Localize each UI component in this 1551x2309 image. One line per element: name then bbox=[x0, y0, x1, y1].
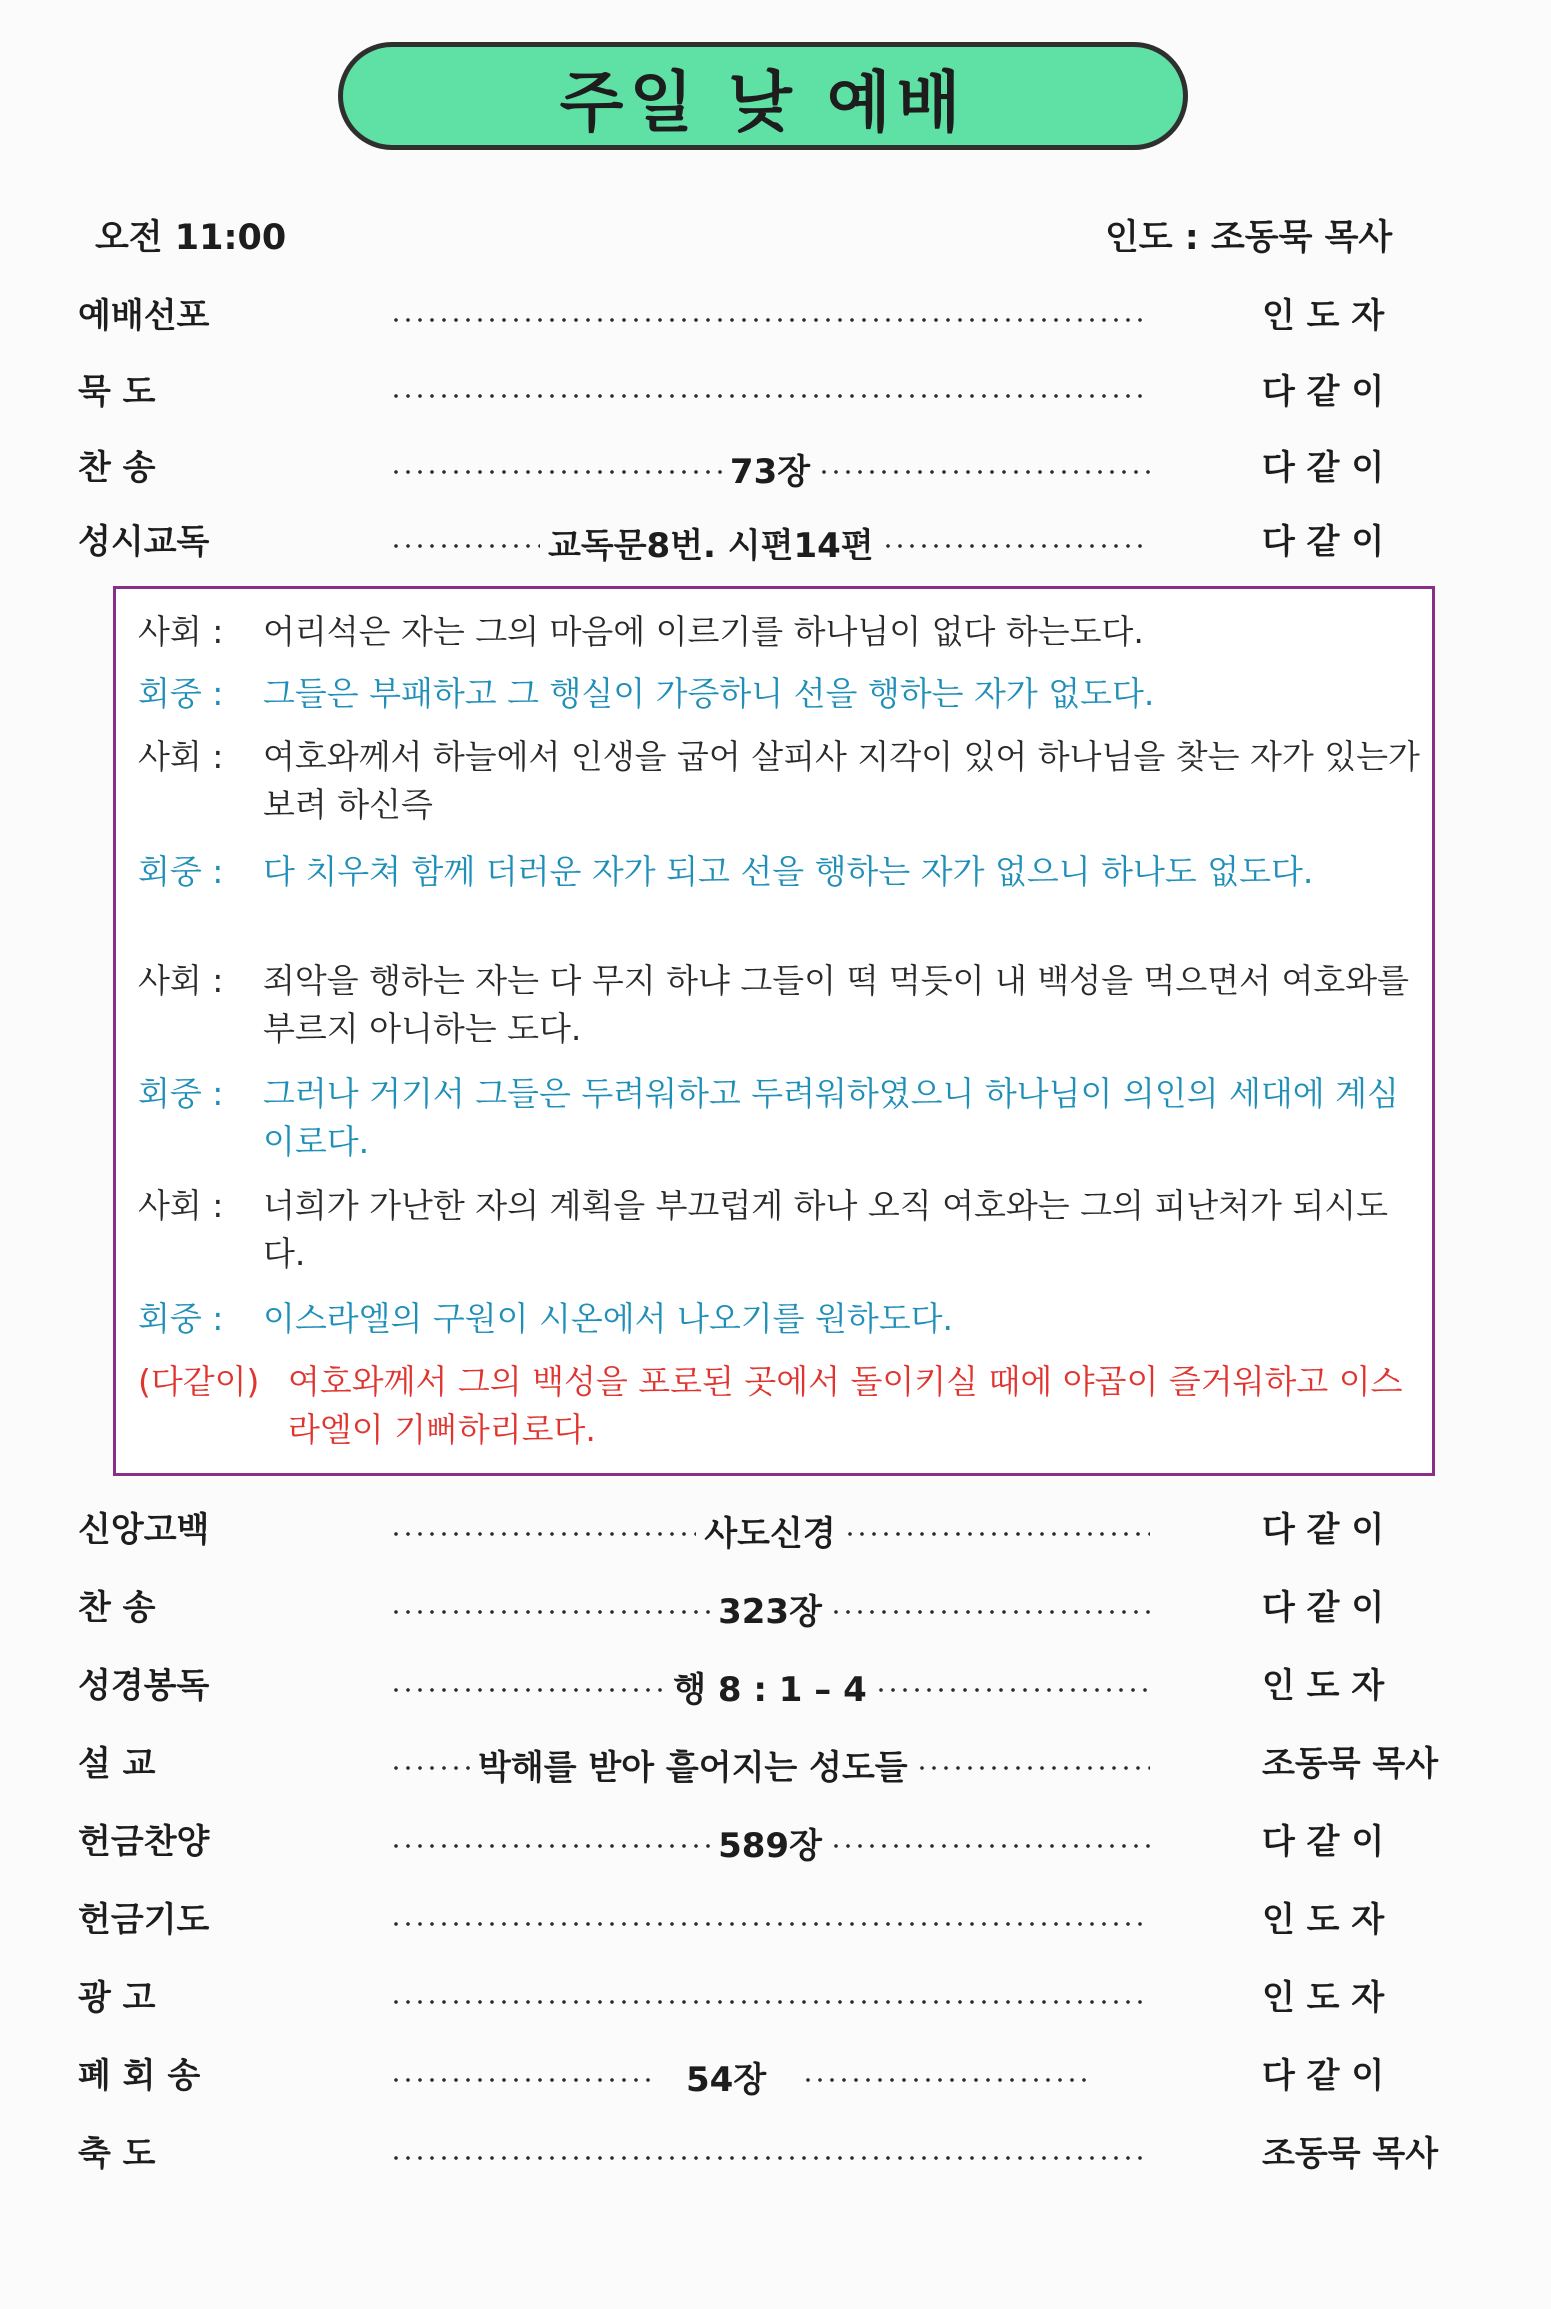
order-middle bbox=[390, 1812, 1150, 1872]
order-row bbox=[0, 1656, 1551, 1716]
order-middle bbox=[390, 1500, 1150, 1560]
reading-line-leader bbox=[138, 957, 1423, 1053]
service-time: 오전 11:00 bbox=[95, 218, 287, 258]
order-right bbox=[1262, 1500, 1452, 1560]
order-right-text: 조동묵 목사 bbox=[1262, 2134, 1439, 2174]
order-content: 박해를 받아 흩어지는 성도들 bbox=[478, 1747, 908, 1788]
order-middle bbox=[390, 1656, 1150, 1716]
order-row bbox=[0, 1890, 1551, 1950]
order-right bbox=[1262, 438, 1452, 498]
order-label: 헌금찬양 bbox=[78, 1822, 210, 1862]
leader-dots bbox=[830, 1609, 1150, 1615]
leader-dots bbox=[390, 1765, 470, 1771]
reading-line-people bbox=[138, 1295, 1423, 1343]
order-right bbox=[1262, 1812, 1452, 1872]
order-label: 성경봉독 bbox=[78, 1666, 210, 1706]
reading-text: 너희가 가난한 자의 계획을 부끄럽게 하나 오직 여호와는 그의 피난처가 되시도다. bbox=[263, 1186, 1388, 1273]
order-row bbox=[0, 1734, 1551, 1794]
order-middle bbox=[390, 2124, 1150, 2184]
reading-line-leader bbox=[138, 733, 1423, 829]
leader-dots bbox=[818, 469, 1150, 475]
order-right bbox=[1262, 1734, 1452, 1794]
reading-speaker: (다같이) bbox=[138, 1362, 260, 1401]
order-label: 찬 송 bbox=[78, 1588, 156, 1628]
reading-speaker: 회중 : bbox=[138, 1074, 224, 1113]
leader-info: 인도 : 조동묵 목사 bbox=[1105, 218, 1393, 258]
order-middle bbox=[390, 1890, 1150, 1950]
order-row bbox=[0, 1812, 1551, 1872]
reading-speaker: 사회 : bbox=[138, 1186, 224, 1225]
leader-dots bbox=[390, 1531, 696, 1537]
order-right bbox=[1262, 362, 1452, 422]
order-content: 323장 bbox=[718, 1591, 822, 1632]
leader-dots bbox=[390, 2077, 650, 2083]
order-content: 589장 bbox=[718, 1825, 822, 1866]
reading-text: 죄악을 행하는 자는 다 무지 하냐 그들이 떡 먹듯이 내 백성을 먹으면서 여호와를 부르지 아니하는 도다. bbox=[263, 961, 1409, 1048]
reading-text: 여호와께서 그의 백성을 포로된 곳에서 돌이키실 때에 야곱이 즐거워하고 이스라엘이 기뻐하리로다. bbox=[288, 1362, 1403, 1449]
order-content: 교독문8번. 시편14편 bbox=[548, 525, 874, 566]
order-label: 신앙고백 bbox=[78, 1510, 210, 1550]
order-row bbox=[0, 362, 1551, 422]
reading-line-people bbox=[138, 1070, 1423, 1166]
leader-dots bbox=[390, 1843, 710, 1849]
order-right bbox=[1262, 1656, 1452, 1716]
order-right-text: 조동묵 목사 bbox=[1262, 1744, 1439, 1784]
leader-dots bbox=[844, 1531, 1150, 1537]
reading-line-people bbox=[138, 670, 1423, 718]
reading-line-all bbox=[138, 1358, 1423, 1454]
order-label: 묵 도 bbox=[78, 372, 156, 412]
reading-speaker: 회중 : bbox=[138, 1299, 224, 1338]
reading-speaker: 회중 : bbox=[138, 674, 224, 713]
reading-text: 어리석은 자는 그의 마음에 이르기를 하나님이 없다 하는도다. bbox=[263, 612, 1144, 651]
leader-dots bbox=[390, 393, 1150, 399]
leader-dots bbox=[916, 1765, 1150, 1771]
leader-dots bbox=[390, 1921, 1150, 1927]
order-middle bbox=[390, 1734, 1150, 1794]
order-label: 축 도 bbox=[78, 2134, 156, 2174]
reading-text: 다 치우쳐 함께 더러운 자가 되고 선을 행하는 자가 없으니 하나도 없도다. bbox=[263, 852, 1314, 891]
order-middle bbox=[390, 438, 1150, 498]
order-row bbox=[0, 286, 1551, 346]
order-label: 폐 회 송 bbox=[78, 2056, 201, 2096]
order-label: 헌금기도 bbox=[78, 1900, 210, 1940]
order-row bbox=[0, 1578, 1551, 1638]
reading-speaker: 회중 : bbox=[138, 852, 224, 891]
order-row bbox=[0, 2046, 1551, 2106]
leader-dots bbox=[802, 2077, 1090, 2083]
reading-line-people bbox=[138, 848, 1423, 896]
order-right-text: 다 같 이 bbox=[1262, 1588, 1385, 1628]
reading-speaker: 사회 : bbox=[138, 737, 224, 776]
page-title: 주일 낮 예배 bbox=[559, 63, 967, 141]
order-right bbox=[1262, 512, 1452, 572]
order-right-text: 다 같 이 bbox=[1262, 1822, 1385, 1862]
order-middle bbox=[390, 1578, 1150, 1638]
order-right-text: 인 도 자 bbox=[1262, 296, 1385, 336]
order-label: 찬 송 bbox=[78, 448, 156, 488]
order-content: 행 8 : 1 – 4 bbox=[673, 1669, 867, 1710]
order-right-text: 다 같 이 bbox=[1262, 2056, 1385, 2096]
order-right bbox=[1262, 286, 1452, 346]
leader-dots bbox=[390, 2155, 1150, 2161]
order-middle bbox=[390, 362, 1150, 422]
order-label: 예배선포 bbox=[78, 296, 210, 336]
order-right bbox=[1262, 1578, 1452, 1638]
reading-text: 그들은 부패하고 그 행실이 가증하니 선을 행하는 자가 없도다. bbox=[263, 674, 1155, 713]
order-row bbox=[0, 512, 1551, 572]
order-right-text: 인 도 자 bbox=[1262, 1666, 1385, 1706]
order-content: 사도신경 bbox=[704, 1513, 836, 1554]
reading-text: 그러나 거기서 그들은 두려워하고 두려워하였으니 하나님이 의인의 세대에 계심이로다. bbox=[263, 1074, 1399, 1161]
leader-dots bbox=[830, 1843, 1150, 1849]
order-right-text: 다 같 이 bbox=[1262, 1510, 1385, 1550]
order-row bbox=[0, 1500, 1551, 1560]
leader-dots bbox=[390, 317, 1150, 323]
order-right bbox=[1262, 2124, 1452, 2184]
order-label: 광 고 bbox=[78, 1978, 156, 2018]
order-right bbox=[1262, 1890, 1452, 1950]
order-content: 73장 bbox=[729, 451, 811, 492]
leader-dots bbox=[390, 469, 722, 475]
order-right-text: 인 도 자 bbox=[1262, 1900, 1385, 1940]
order-middle bbox=[390, 286, 1150, 346]
order-content: 54장 bbox=[686, 2059, 767, 2100]
leader-dots bbox=[875, 1687, 1150, 1693]
reading-line-leader bbox=[138, 608, 1423, 656]
order-row bbox=[0, 438, 1551, 498]
order-right-text: 다 같 이 bbox=[1262, 522, 1385, 562]
reading-text: 이스라엘의 구원이 시온에서 나오기를 원하도다. bbox=[263, 1299, 954, 1338]
order-label: 성시교독 bbox=[78, 522, 210, 562]
order-middle bbox=[390, 1968, 1150, 2028]
order-row bbox=[0, 1968, 1551, 2028]
order-middle bbox=[390, 512, 1150, 572]
order-middle bbox=[390, 2046, 1150, 2106]
order-label: 설 교 bbox=[78, 1744, 156, 1784]
title-banner bbox=[338, 42, 1188, 150]
leader-dots bbox=[882, 543, 1150, 549]
order-row bbox=[0, 2124, 1551, 2184]
reading-line-leader bbox=[138, 1182, 1423, 1278]
leader-dots bbox=[390, 1999, 1150, 2005]
leader-dots bbox=[390, 1609, 710, 1615]
reading-speaker: 사회 : bbox=[138, 612, 224, 651]
reading-text: 여호와께서 하늘에서 인생을 굽어 살피사 지각이 있어 하나님을 찾는 자가 있는가 보려 하신즉 bbox=[263, 737, 1420, 824]
reading-speaker: 사회 : bbox=[138, 961, 224, 1000]
order-right bbox=[1262, 1968, 1452, 2028]
order-right-text: 인 도 자 bbox=[1262, 1978, 1385, 2018]
order-right-text: 다 같 이 bbox=[1262, 448, 1385, 488]
leader-dots bbox=[390, 543, 540, 549]
order-right bbox=[1262, 2046, 1452, 2106]
leader-dots bbox=[390, 1687, 665, 1693]
order-right-text: 다 같 이 bbox=[1262, 372, 1385, 412]
